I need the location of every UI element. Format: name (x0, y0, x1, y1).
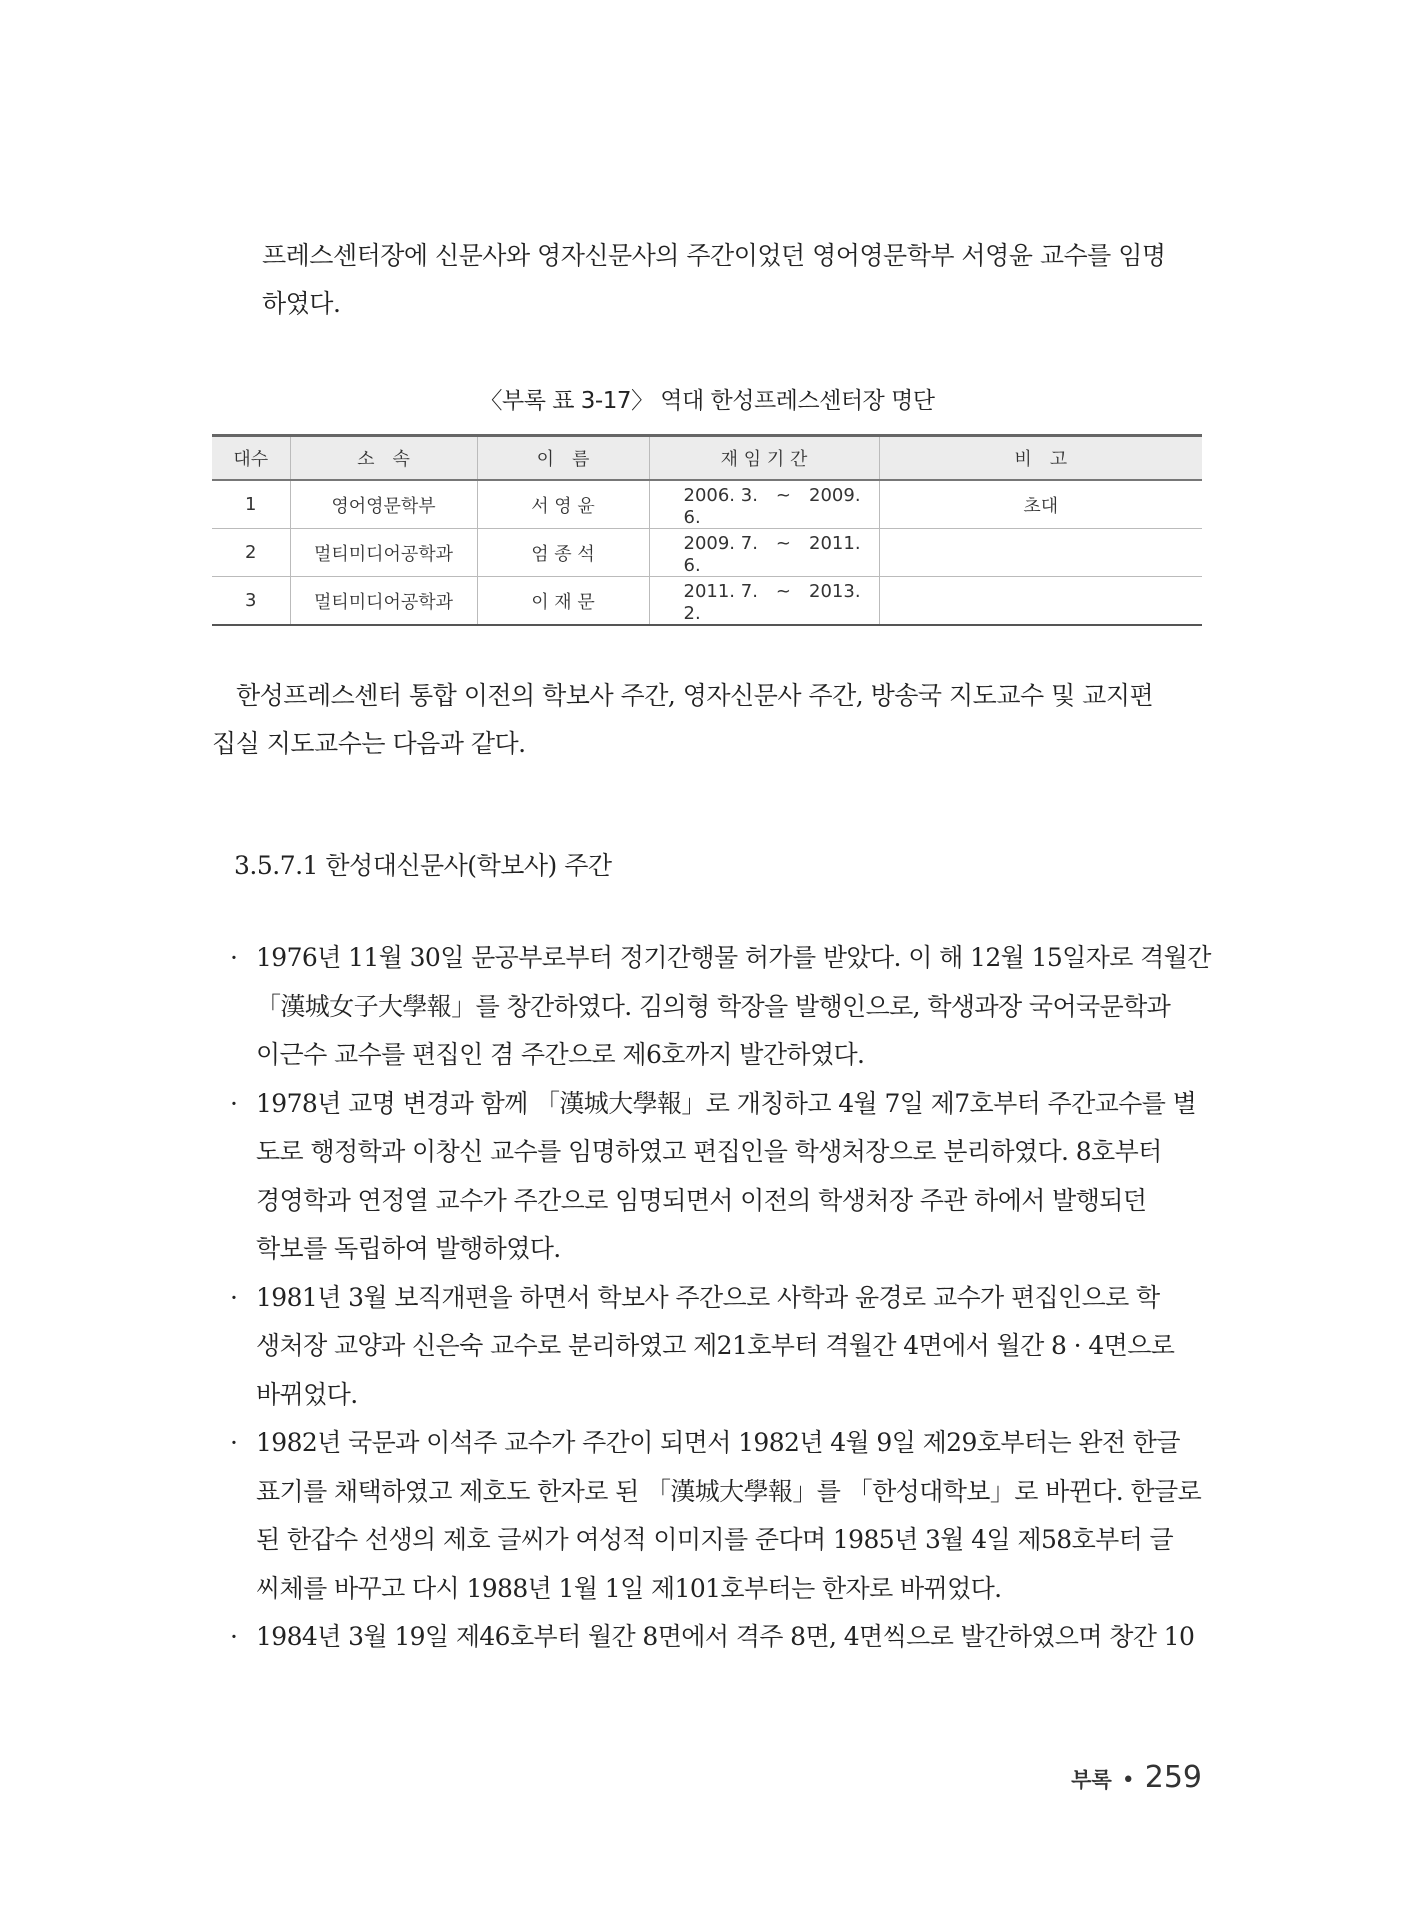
cell-affiliation: 영어영문학부 (290, 480, 477, 529)
cell-name: 이 재 문 (477, 577, 649, 626)
cell-term: 2 (212, 529, 290, 577)
header-tenure: 재 임 기 간 (649, 436, 879, 481)
table-caption: 〈부록 표 3-17〉 역대 한성프레스센터장 명단 (479, 388, 935, 414)
text-line: 생처장 교양과 신은숙 교수로 분리하였고 제21호부터 격월간 4면에서 월간 8 · 4면으로 (256, 1331, 1175, 1360)
text-line: 「漢城女子大學報」를 창간하였다. 김의형 학장을 발행인으로, 학생과장 국어국문학과 (256, 991, 1171, 1021)
text-line: 경영학과 연정열 교수가 주간으로 임명되면서 이전의 학생처장 주관 하에서 발행되던 (256, 1185, 1147, 1215)
press-center-directors-table (212, 434, 1202, 626)
text-line: · 1982년 국문과 이석주 교수가 주간이 되면서 1982년 4월 9일 제29호부터는 완전 한글 (256, 1428, 1180, 1457)
page-number: 259 (1144, 1760, 1202, 1795)
table-row (212, 529, 1202, 577)
cell-tenure: 2009. 7. ~ 2011. 6. (649, 529, 879, 577)
list-item (224, 1274, 1204, 1420)
cell-note (879, 577, 1202, 626)
text-line: 씨체를 바꾸고 다시 1988년 1월 1일 제101호부터는 한자로 바뀌었다. (256, 1573, 1002, 1603)
list-item (224, 1419, 1204, 1613)
page-footer (1071, 1760, 1202, 1795)
summary-paragraph (212, 672, 1202, 768)
cell-name: 서 영 윤 (477, 480, 649, 529)
text-line: · 1984년 3월 19일 제46호부터 월간 8면에서 격주 8면, 4면씩으로 발간하였으며 창간 10 (256, 1622, 1195, 1651)
text-line: 집실 지도교수는 다음과 같다. (212, 729, 526, 758)
cell-note: 초대 (879, 480, 1202, 529)
text-line: · 1978년 교명 변경과 함께 「漢城大學報」로 개칭하고 4월 7일 제7호부터 주간교수를 별 (256, 1088, 1197, 1118)
text-line: 도로 행정학과 이창신 교수를 임명하였고 편집인을 학생처장으로 분리하였다. 8호부터 (256, 1137, 1162, 1166)
list-item (224, 1613, 1204, 1662)
text-line: · 1981년 3월 보직개편을 하면서 학보사 주간으로 사학과 윤경로 교수가 편집인으로 학 (256, 1282, 1160, 1312)
table-header-row (212, 436, 1202, 481)
cell-affiliation: 멀티미디어공학과 (290, 529, 477, 577)
text-line: 하였다. (262, 289, 341, 318)
text-line: 이근수 교수를 편집인 겸 주간으로 제6호까지 발간하였다. (256, 1040, 865, 1069)
footer-separator: • (1121, 1768, 1135, 1793)
list-item (224, 934, 1211, 1080)
cell-tenure: 2006. 3. ~ 2009. 6. (649, 480, 879, 529)
cell-note (879, 529, 1202, 577)
intro-paragraph (262, 232, 1202, 328)
header-term: 대수 (212, 436, 290, 481)
cell-affiliation: 멀티미디어공학과 (290, 577, 477, 626)
cell-name: 엄 종 석 (477, 529, 649, 577)
text-line: · 1976년 11월 30일 문공부로부터 정기간행물 허가를 받았다. 이 해 12월 15일자로 격월간 (256, 943, 1211, 972)
footer-section-label: 부록 (1071, 1768, 1112, 1792)
header-affiliation: 소 속 (290, 436, 477, 481)
cell-tenure: 2011. 7. ~ 2013. 2. (649, 577, 879, 626)
text-line: 프레스센터장에 신문사와 영자신문사의 주간이었던 영어영문학부 서영윤 교수를 임명 (262, 241, 1166, 270)
text-line: 학보를 독립하여 발행하였다. (256, 1234, 561, 1263)
header-note: 비 고 (879, 436, 1202, 481)
cell-term: 3 (212, 577, 290, 626)
text-line: 바뀌었다. (256, 1379, 358, 1409)
text-line: 표기를 채택하였고 제호도 한자로 된 「漢城大學報」를 「한성대학보」로 바뀐다. 한글로 (256, 1476, 1202, 1506)
list-item (224, 1080, 1204, 1274)
table-row (212, 480, 1202, 529)
cell-term: 1 (212, 480, 290, 529)
text-line: 한성프레스센터 통합 이전의 학보사 주간, 영자신문사 주간, 방송국 지도교수 및 교지편 (236, 681, 1154, 710)
table-row (212, 577, 1202, 626)
header-name: 이 름 (477, 436, 649, 481)
section-heading: 3.5.7.1 한성대신문사(학보사) 주간 (234, 851, 612, 880)
text-line: 된 한갑수 선생의 제호 글씨가 여성적 이미지를 준다며 1985년 3월 4일 제58호부터 글 (256, 1525, 1174, 1554)
history-bullet-list (224, 934, 1211, 1662)
